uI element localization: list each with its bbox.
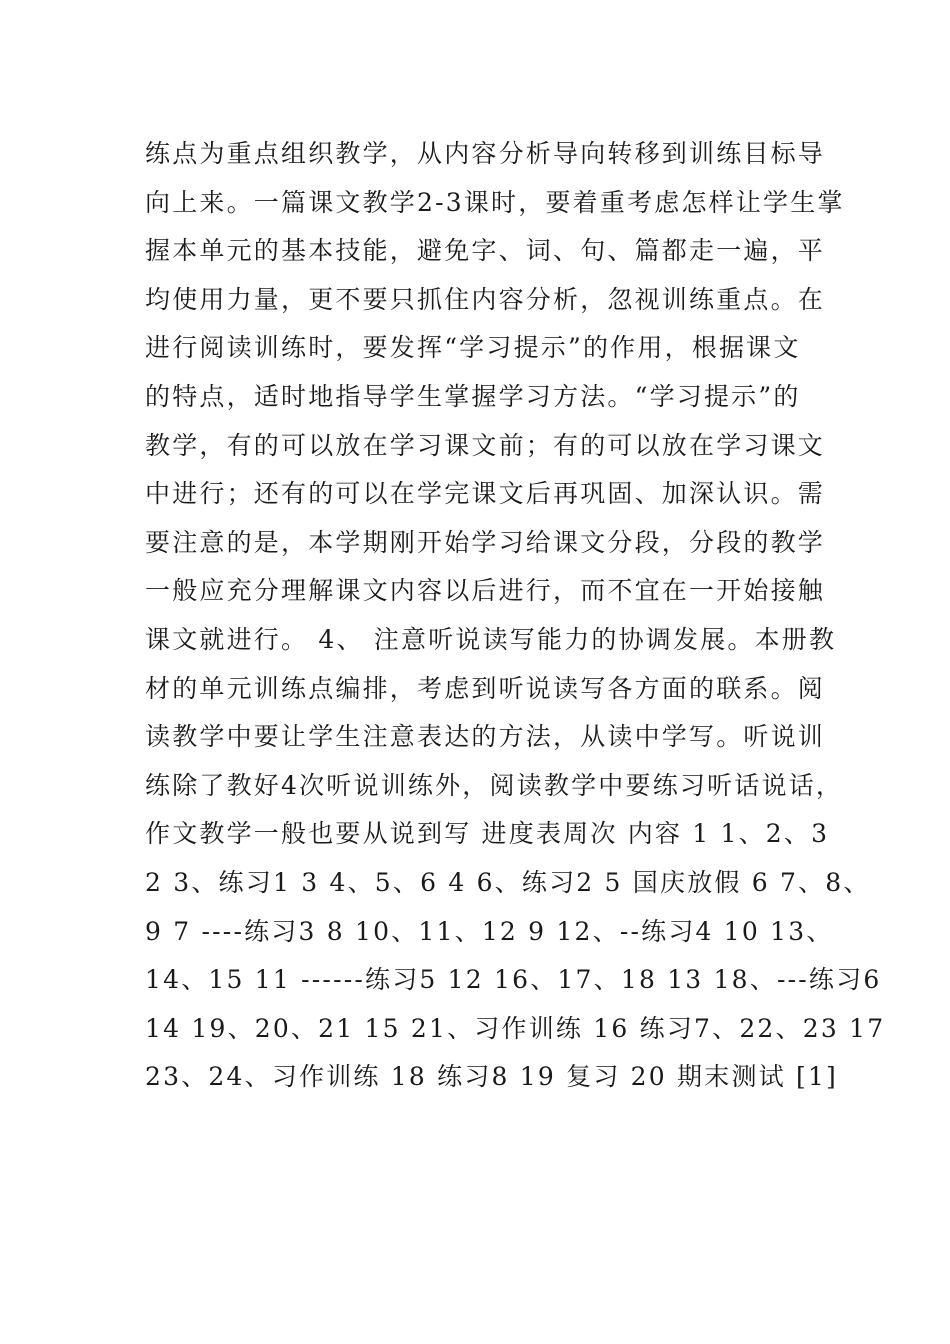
text-line: 读教学中要让学生注意表达的方法，从读中学写。听说训 [145, 722, 826, 752]
text-line: 中进行；还有的可以在学完课文后再巩固、加深认识。需 [145, 479, 826, 509]
text-line: 2 3、练习1 3 4、5、6 4 6、练习2 5 国庆放假 6 7、8、 [145, 867, 871, 897]
text-line: 课文就进行。 4、 注意听说读写能力的协调发展。本册教 [145, 624, 837, 654]
text-line: 一般应充分理解课文内容以后进行，而不宜在一开始接触 [145, 576, 826, 606]
text-line: 进行阅读训练时，要发挥“学习提示”的作用，根据课文 [145, 333, 801, 363]
text-line: 的特点，适时地指导学生掌握学习方法。“学习提示”的 [145, 381, 801, 411]
text-line: 23、24、习作训练 18 练习8 19 复习 20 期末测试 [1] [145, 1062, 839, 1092]
text-line: 练点为重点组织教学，从内容分析导向转移到训练目标导 [145, 139, 826, 168]
text-line: 14 19、20、21 15 21、习作训练 16 练习7、22、23 17 [145, 1013, 886, 1043]
text-line: 9 7 ----练习3 8 10、11、12 9 12、--练习4 10 13、 [145, 916, 834, 946]
text-line: 教学，有的可以放在学习课文前；有的可以放在学习课文 [145, 430, 826, 460]
text-line: 向上来。一篇课文教学2-3课时，要着重考虑怎样让学生掌 [145, 187, 845, 217]
text-line: 材的单元训练点编排，考虑到听说读写各方面的联系。阅 [145, 673, 826, 703]
body-text [145, 130, 886, 1102]
text-line: 作文教学一般也要从说到写 进度表周次 内容 1 1、2、3 [145, 819, 830, 849]
text-line: 握本单元的基本技能，避免字、词、句、篇都走一遍，平 [145, 236, 826, 266]
text-line: 14、15 11 ------练习5 12 16、17、18 13 18、---练习6 [145, 965, 882, 995]
text-line: 练除了教好4次听说训练外，阅读教学中要练习听话说话， [145, 770, 844, 800]
text-line: 要注意的是，本学期刚开始学习给课文分段，分段的教学 [145, 527, 826, 557]
text-line: 均使用力量，更不要只抓住内容分析，忽视训练重点。在 [145, 284, 826, 314]
